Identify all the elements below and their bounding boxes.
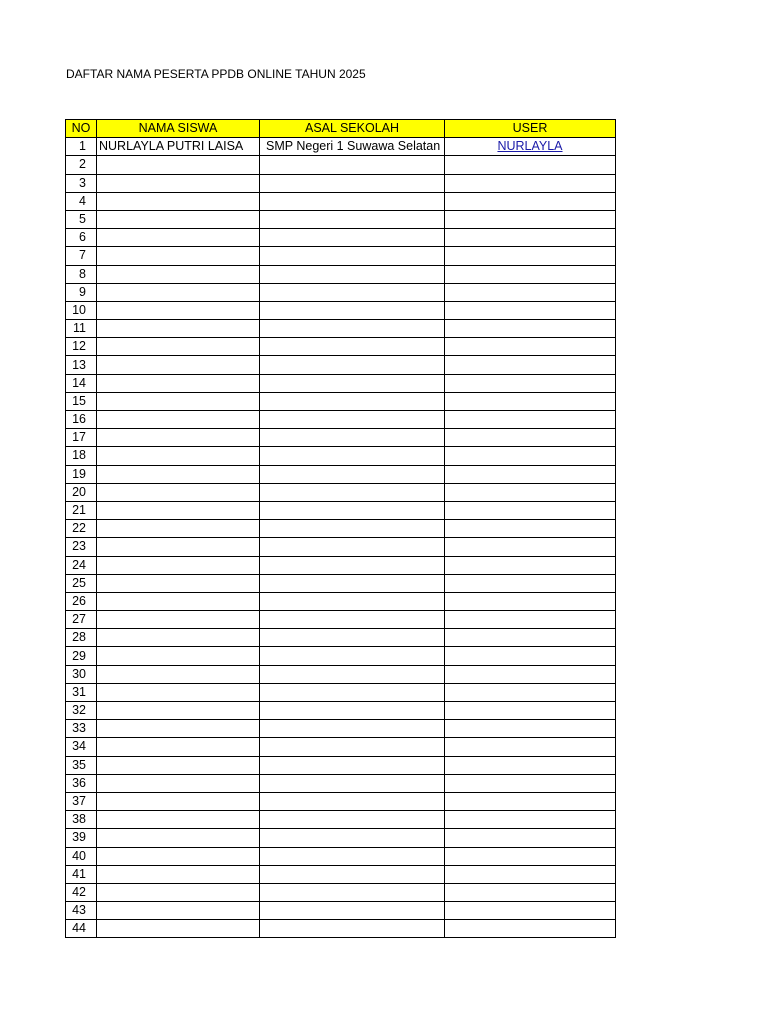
cell-nama-siswa xyxy=(97,702,260,720)
cell-nama-siswa xyxy=(97,192,260,210)
cell-user xyxy=(445,374,616,392)
table-row xyxy=(66,501,616,519)
cell-asal-sekolah xyxy=(260,538,445,556)
header-row xyxy=(66,120,616,138)
cell-user xyxy=(445,411,616,429)
cell-nama-siswa xyxy=(97,374,260,392)
cell-nama-siswa xyxy=(97,210,260,228)
cell-user xyxy=(445,429,616,447)
cell-user xyxy=(445,720,616,738)
table-row xyxy=(66,756,616,774)
cell-user xyxy=(445,338,616,356)
cell-user xyxy=(445,574,616,592)
cell-user xyxy=(445,629,616,647)
cell-nama-siswa xyxy=(97,411,260,429)
table-row xyxy=(66,156,616,174)
table-row xyxy=(66,592,616,610)
cell-nama-siswa: NURLAYLA PUTRI LAISA xyxy=(97,138,260,156)
cell-asal-sekolah xyxy=(260,447,445,465)
cell-user xyxy=(445,792,616,810)
cell-user xyxy=(445,174,616,192)
cell-asal-sekolah xyxy=(260,629,445,647)
cell-asal-sekolah xyxy=(260,756,445,774)
table-row xyxy=(66,429,616,447)
cell-asal-sekolah xyxy=(260,338,445,356)
cell-asal-sekolah xyxy=(260,883,445,901)
cell-user xyxy=(445,865,616,883)
cell-no: 10 xyxy=(66,301,97,319)
cell-no: 28 xyxy=(66,629,97,647)
cell-no: 15 xyxy=(66,392,97,410)
cell-user xyxy=(445,829,616,847)
cell-no: 40 xyxy=(66,847,97,865)
cell-user xyxy=(445,556,616,574)
cell-asal-sekolah xyxy=(260,611,445,629)
cell-asal-sekolah xyxy=(260,902,445,920)
table-row xyxy=(66,447,616,465)
table-row xyxy=(66,865,616,883)
cell-user xyxy=(445,247,616,265)
cell-nama-siswa xyxy=(97,229,260,247)
table-row xyxy=(66,538,616,556)
cell-user xyxy=(445,356,616,374)
participants-table xyxy=(65,119,616,938)
table-row xyxy=(66,338,616,356)
cell-nama-siswa xyxy=(97,483,260,501)
cell-user xyxy=(445,774,616,792)
cell-no: 19 xyxy=(66,465,97,483)
cell-asal-sekolah xyxy=(260,192,445,210)
cell-asal-sekolah xyxy=(260,647,445,665)
cell-asal-sekolah xyxy=(260,483,445,501)
table-row xyxy=(66,647,616,665)
cell-user xyxy=(445,665,616,683)
cell-user xyxy=(445,447,616,465)
table-row xyxy=(66,356,616,374)
header-nama-siswa: NAMA SISWA xyxy=(97,120,260,138)
cell-nama-siswa xyxy=(97,501,260,519)
cell-no: 23 xyxy=(66,538,97,556)
document-title: DAFTAR NAMA PESERTA PPDB ONLINE TAHUN 2025 xyxy=(66,67,366,81)
cell-nama-siswa xyxy=(97,447,260,465)
table-row xyxy=(66,574,616,592)
cell-asal-sekolah xyxy=(260,247,445,265)
table-row xyxy=(66,920,616,938)
cell-asal-sekolah xyxy=(260,774,445,792)
table-row xyxy=(66,702,616,720)
cell-user xyxy=(445,283,616,301)
cell-nama-siswa xyxy=(97,392,260,410)
cell-nama-siswa xyxy=(97,774,260,792)
table-row xyxy=(66,520,616,538)
cell-asal-sekolah xyxy=(260,920,445,938)
cell-nama-siswa xyxy=(97,847,260,865)
cell-no: 21 xyxy=(66,501,97,519)
cell-asal-sekolah: SMP Negeri 1 Suwawa Selatan xyxy=(260,138,445,156)
cell-asal-sekolah xyxy=(260,320,445,338)
header-no: NO xyxy=(66,120,97,138)
cell-no: 20 xyxy=(66,483,97,501)
cell-no: 6 xyxy=(66,229,97,247)
table-row xyxy=(66,811,616,829)
cell-no: 3 xyxy=(66,174,97,192)
table-row xyxy=(66,629,616,647)
cell-asal-sekolah xyxy=(260,665,445,683)
cell-nama-siswa xyxy=(97,665,260,683)
cell-no: 16 xyxy=(66,411,97,429)
cell-nama-siswa xyxy=(97,174,260,192)
cell-nama-siswa xyxy=(97,647,260,665)
cell-asal-sekolah xyxy=(260,574,445,592)
cell-nama-siswa xyxy=(97,356,260,374)
table-row xyxy=(66,847,616,865)
cell-no: 30 xyxy=(66,665,97,683)
cell-nama-siswa xyxy=(97,902,260,920)
cell-user xyxy=(445,210,616,228)
cell-nama-siswa xyxy=(97,920,260,938)
table-row xyxy=(66,320,616,338)
table-row xyxy=(66,774,616,792)
cell-no: 29 xyxy=(66,647,97,665)
cell-user xyxy=(445,156,616,174)
cell-user xyxy=(445,192,616,210)
cell-user xyxy=(445,520,616,538)
cell-user xyxy=(445,320,616,338)
table-row xyxy=(66,465,616,483)
table-row xyxy=(66,665,616,683)
user-link[interactable]: NURLAYLA xyxy=(497,139,563,154)
table-row xyxy=(66,611,616,629)
cell-asal-sekolah xyxy=(260,301,445,319)
cell-nama-siswa xyxy=(97,320,260,338)
cell-nama-siswa xyxy=(97,865,260,883)
cell-no: 5 xyxy=(66,210,97,228)
cell-user xyxy=(445,392,616,410)
table-body xyxy=(66,138,616,938)
cell-no: 22 xyxy=(66,520,97,538)
cell-user xyxy=(445,683,616,701)
cell-nama-siswa xyxy=(97,611,260,629)
cell-no: 32 xyxy=(66,702,97,720)
table-row xyxy=(66,229,616,247)
cell-user xyxy=(445,265,616,283)
header-user: USER xyxy=(445,120,616,138)
cell-asal-sekolah xyxy=(260,174,445,192)
cell-user xyxy=(445,538,616,556)
cell-nama-siswa xyxy=(97,538,260,556)
cell-asal-sekolah xyxy=(260,156,445,174)
cell-no: 26 xyxy=(66,592,97,610)
cell-nama-siswa xyxy=(97,338,260,356)
table-row xyxy=(66,902,616,920)
cell-no: 17 xyxy=(66,429,97,447)
table-row xyxy=(66,829,616,847)
cell-nama-siswa xyxy=(97,429,260,447)
cell-user xyxy=(445,920,616,938)
cell-asal-sekolah xyxy=(260,520,445,538)
cell-asal-sekolah xyxy=(260,411,445,429)
cell-no: 18 xyxy=(66,447,97,465)
cell-user xyxy=(445,229,616,247)
table-row xyxy=(66,265,616,283)
cell-user xyxy=(445,902,616,920)
table-row xyxy=(66,210,616,228)
cell-nama-siswa xyxy=(97,756,260,774)
cell-user xyxy=(445,738,616,756)
cell-user xyxy=(445,483,616,501)
cell-nama-siswa xyxy=(97,301,260,319)
cell-asal-sekolah xyxy=(260,429,445,447)
cell-nama-siswa xyxy=(97,465,260,483)
cell-nama-siswa xyxy=(97,829,260,847)
table-row xyxy=(66,411,616,429)
cell-no: 39 xyxy=(66,829,97,847)
cell-no: 11 xyxy=(66,320,97,338)
table-row xyxy=(66,138,616,156)
cell-no: 42 xyxy=(66,883,97,901)
cell-no: 44 xyxy=(66,920,97,938)
cell-nama-siswa xyxy=(97,683,260,701)
cell-user xyxy=(445,811,616,829)
cell-no: 24 xyxy=(66,556,97,574)
cell-nama-siswa xyxy=(97,574,260,592)
cell-no: 41 xyxy=(66,865,97,883)
cell-no: 31 xyxy=(66,683,97,701)
cell-nama-siswa xyxy=(97,720,260,738)
table-row xyxy=(66,283,616,301)
cell-asal-sekolah xyxy=(260,865,445,883)
cell-nama-siswa xyxy=(97,520,260,538)
table-row xyxy=(66,392,616,410)
table-row xyxy=(66,192,616,210)
cell-user xyxy=(445,138,616,156)
cell-asal-sekolah xyxy=(260,720,445,738)
cell-no: 4 xyxy=(66,192,97,210)
cell-asal-sekolah xyxy=(260,283,445,301)
table-row xyxy=(66,556,616,574)
cell-nama-siswa xyxy=(97,156,260,174)
cell-user xyxy=(445,883,616,901)
table-row xyxy=(66,720,616,738)
cell-asal-sekolah xyxy=(260,392,445,410)
cell-nama-siswa xyxy=(97,811,260,829)
cell-nama-siswa xyxy=(97,738,260,756)
cell-no: 27 xyxy=(66,611,97,629)
cell-nama-siswa xyxy=(97,629,260,647)
cell-no: 2 xyxy=(66,156,97,174)
cell-asal-sekolah xyxy=(260,702,445,720)
cell-no: 13 xyxy=(66,356,97,374)
cell-user xyxy=(445,756,616,774)
table-row xyxy=(66,883,616,901)
cell-user xyxy=(445,465,616,483)
cell-no: 12 xyxy=(66,338,97,356)
cell-no: 8 xyxy=(66,265,97,283)
table-row xyxy=(66,247,616,265)
cell-user xyxy=(445,611,616,629)
cell-asal-sekolah xyxy=(260,556,445,574)
cell-asal-sekolah xyxy=(260,811,445,829)
cell-user xyxy=(445,847,616,865)
table-row xyxy=(66,374,616,392)
cell-asal-sekolah xyxy=(260,465,445,483)
cell-no: 35 xyxy=(66,756,97,774)
cell-user xyxy=(445,647,616,665)
cell-asal-sekolah xyxy=(260,374,445,392)
cell-asal-sekolah xyxy=(260,847,445,865)
cell-no: 9 xyxy=(66,283,97,301)
cell-user xyxy=(445,301,616,319)
cell-asal-sekolah xyxy=(260,265,445,283)
cell-asal-sekolah xyxy=(260,829,445,847)
header-asal-sekolah: ASAL SEKOLAH xyxy=(260,120,445,138)
cell-asal-sekolah xyxy=(260,229,445,247)
cell-asal-sekolah xyxy=(260,792,445,810)
table-row xyxy=(66,483,616,501)
cell-user xyxy=(445,592,616,610)
table-row xyxy=(66,174,616,192)
cell-asal-sekolah xyxy=(260,501,445,519)
cell-asal-sekolah xyxy=(260,210,445,228)
cell-asal-sekolah xyxy=(260,683,445,701)
cell-no: 34 xyxy=(66,738,97,756)
cell-nama-siswa xyxy=(97,792,260,810)
cell-no: 33 xyxy=(66,720,97,738)
cell-no: 1 xyxy=(66,138,97,156)
cell-user xyxy=(445,702,616,720)
cell-no: 36 xyxy=(66,774,97,792)
cell-nama-siswa xyxy=(97,247,260,265)
cell-user xyxy=(445,501,616,519)
cell-no: 7 xyxy=(66,247,97,265)
cell-nama-siswa xyxy=(97,883,260,901)
table-row xyxy=(66,301,616,319)
cell-nama-siswa xyxy=(97,556,260,574)
cell-no: 37 xyxy=(66,792,97,810)
cell-asal-sekolah xyxy=(260,738,445,756)
cell-no: 25 xyxy=(66,574,97,592)
cell-no: 38 xyxy=(66,811,97,829)
cell-no: 14 xyxy=(66,374,97,392)
table-header xyxy=(66,120,616,138)
cell-asal-sekolah xyxy=(260,592,445,610)
cell-nama-siswa xyxy=(97,265,260,283)
cell-no: 43 xyxy=(66,902,97,920)
cell-nama-siswa xyxy=(97,283,260,301)
table-row xyxy=(66,683,616,701)
cell-asal-sekolah xyxy=(260,356,445,374)
table-row xyxy=(66,792,616,810)
cell-nama-siswa xyxy=(97,592,260,610)
table-row xyxy=(66,738,616,756)
